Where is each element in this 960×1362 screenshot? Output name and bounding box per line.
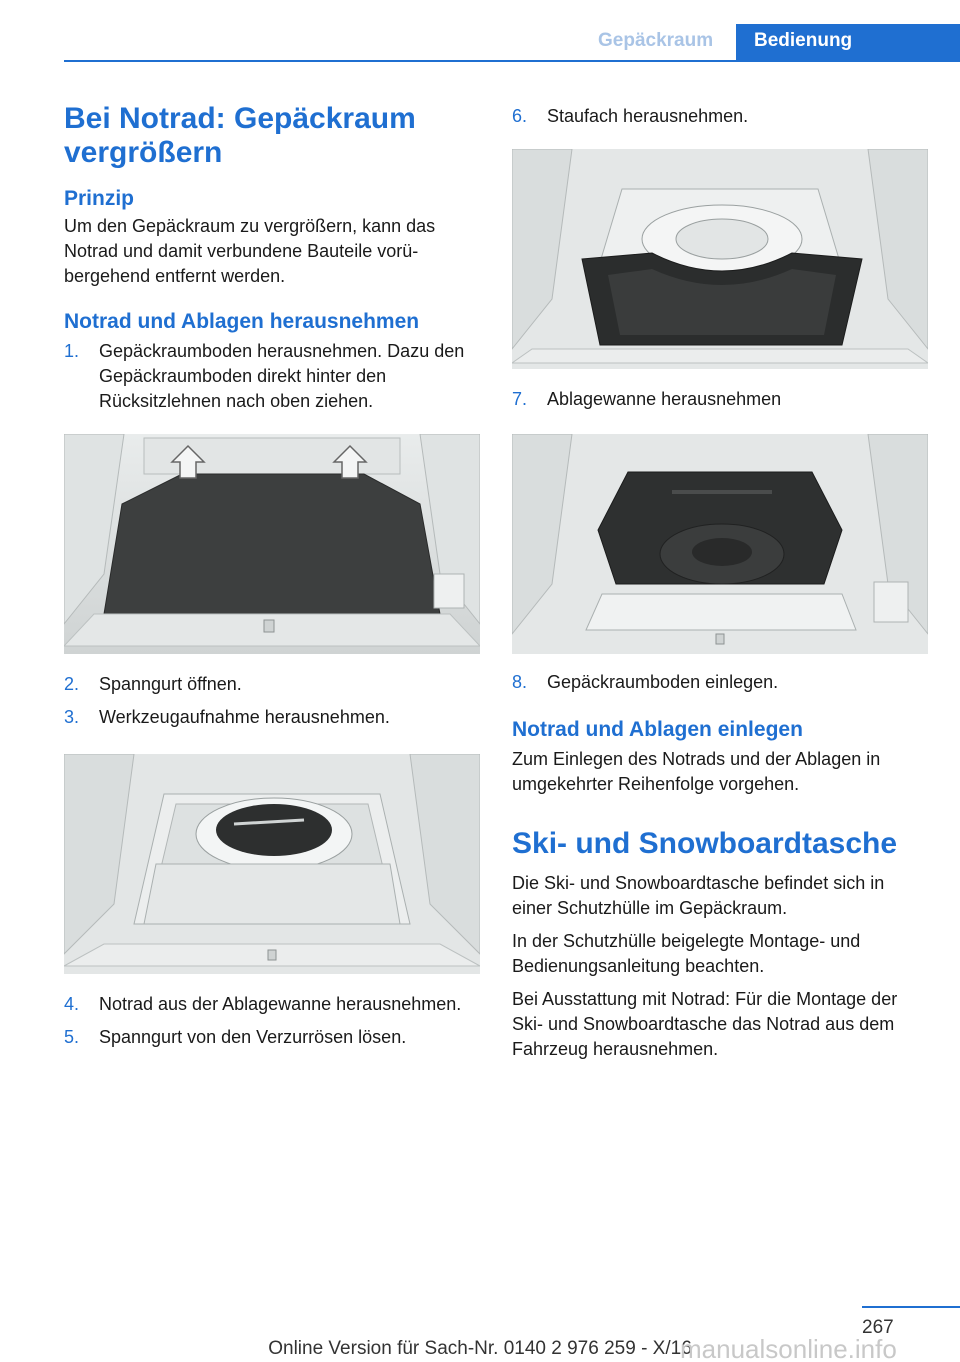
step-text: Ablagewanne herausnehmen	[547, 389, 782, 409]
step-number: 6.	[512, 106, 528, 126]
header-rule	[64, 60, 960, 62]
header-section-label: Gepäckraum	[598, 30, 714, 51]
step-number: 3.	[64, 707, 80, 727]
step-6	[512, 104, 928, 129]
storage-compartment-photo	[512, 149, 928, 369]
heading-ski-tasche: Ski- und Snowboardtasche	[512, 827, 898, 860]
step-8	[512, 670, 928, 695]
left-column	[64, 100, 480, 1050]
step-text: Spanngurt öffnen.	[99, 674, 242, 694]
storage-tray-photo	[512, 434, 928, 654]
step-1	[64, 339, 480, 414]
right-column	[512, 100, 928, 1062]
trunk-floor-photo	[64, 434, 480, 654]
step-text: Gepäckraumboden einlegen.	[547, 672, 779, 692]
step-number: 1.	[64, 341, 80, 361]
paragraph-einlegen: Zum Einlegen des Notrads und der Ablagen in umgekehrter Reihenfolge vorgehen.	[512, 749, 881, 794]
step-4	[64, 992, 480, 1017]
step-3	[64, 705, 480, 730]
step-number: 2.	[64, 674, 80, 694]
step-number: 5.	[64, 1027, 80, 1047]
step-2	[64, 672, 480, 697]
step-text: Gepäckraumboden herausnehmen. Dazu den Gepäckraumboden direkt hinter den Rücksitzlehnen nach oben ziehen.	[99, 341, 465, 411]
watermark: manualsonline.info	[680, 1334, 897, 1362]
step-text: Notrad aus der Ablagewanne herausnehmen.	[99, 994, 462, 1014]
step-number: 4.	[64, 994, 80, 1014]
step-number: 7.	[512, 389, 528, 409]
tool-holder-photo	[64, 754, 480, 974]
paragraph-ski-3: Bei Ausstattung mit Notrad: Für die Montage der Ski- und Snowboardtasche das Notrad aus dem Fahrzeug herausnehmen.	[512, 989, 898, 1059]
step-text: Werkzeugaufnahme herausnehmen.	[99, 707, 390, 727]
page-title: Bei Notrad: Gepäckraum vergrößern	[64, 102, 416, 169]
paragraph-prinzip: Um den Gepäckraum zu vergrößern, kann das Notrad und damit verbundene Bauteile vorübergehend entfernt werden.	[64, 216, 436, 286]
heading-prinzip: Prinzip	[64, 187, 135, 210]
step-7	[512, 387, 928, 412]
header-chapter-tab: Bedienung	[736, 24, 960, 61]
step-text: Staufach herausnehmen.	[547, 106, 749, 126]
footer-online-version: Online Version für Sach-Nr. 0140 2 976 259 - X/16	[268, 1338, 692, 1359]
page-number: 267	[862, 1317, 894, 1338]
heading-herausnehmen: Notrad und Ablagen herausnehmen	[64, 310, 420, 333]
footer-rule	[862, 1306, 960, 1308]
step-text: Spanngurt von den Verzurrösen lösen.	[99, 1027, 407, 1047]
step-number: 8.	[512, 672, 528, 692]
step-5	[64, 1025, 480, 1050]
paragraph-ski-2: In der Schutzhülle beigelegte Montage- und Bedienungsanleitung beachten.	[512, 931, 861, 976]
paragraph-ski-1: Die Ski- und Snowboardtasche befindet sich in einer Schutzhülle im Gepäckraum.	[512, 873, 885, 918]
heading-einlegen: Notrad und Ablagen einlegen	[512, 718, 803, 741]
